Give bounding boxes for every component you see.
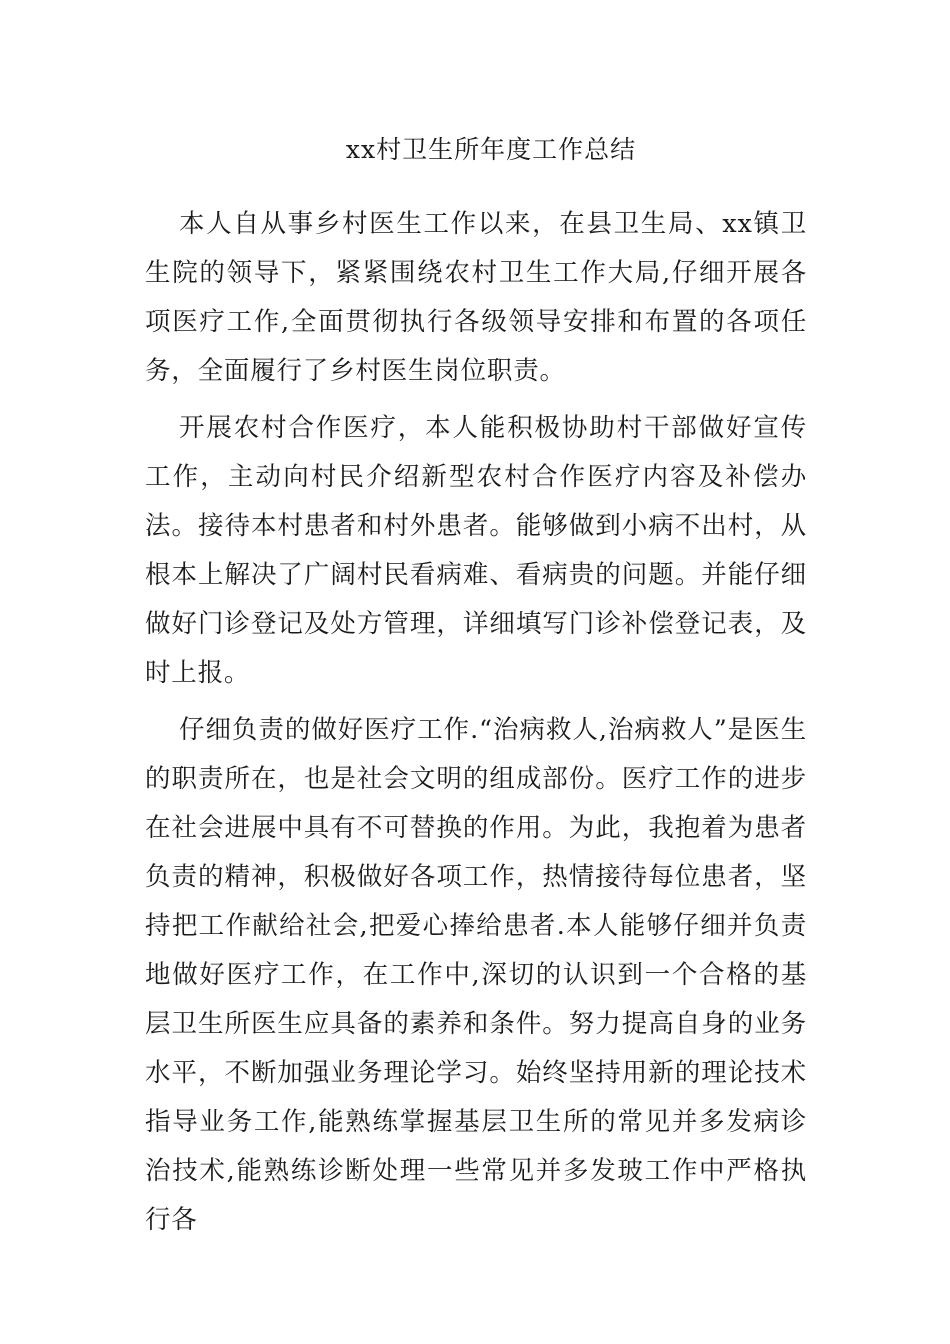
paragraph-cooperative-medical-care: 开展农村合作医疗，本人能积极协助村干部做好宣传工作，主动向村民介绍新型农村合作医疗内容及补偿办法。接待本村患者和村外患者。能够做到小病不出村，从根本上解决了广阔村民看病难、看病贵的问题。并能仔细做好门诊登记及处方管理，详细填写门诊补偿登记表，及时上报。 xyxy=(145,413,807,688)
paragraph-medical-work: 仔细负责的做好医疗工作.“治病救人,治病救人”是医生的职责所在，也是社会文明的组成部份。医疗工作的进步在社会进展中具有不可替换的作用。为此，我抱着为患者负责的精神，积极做好各项工作，热情接待每位患者，坚持把工作献给社会,把爱心捧给患者.本人能够仔细并负责地做好医疗工作，在工作中,深切的认识到一个合格的基层卫生所医生应具备的素养和条件。努力提高自身的业务水平，不断加强业务理论学习。始终坚持用新的理论技术指导业务工作,能熟练掌握基层卫生所的常见并多发病诊治技术,能熟练诊断处理一些常见并多发玻工作中严格执行各 xyxy=(145,715,807,1235)
paragraph-rural-doctor-duties: 本人自从事乡村医生工作以来，在县卫生局、xx镇卫生院的领导下，紧紧围绕农村卫生工作大局,仔细开展各项医疗工作,全面贯彻执行各级领导安排和布置的各项任务，全面履行了乡村医生岗位职责。 xyxy=(145,209,807,386)
document-title: xx村卫生所年度工作总结 xyxy=(345,135,637,164)
document-body xyxy=(145,200,807,1253)
